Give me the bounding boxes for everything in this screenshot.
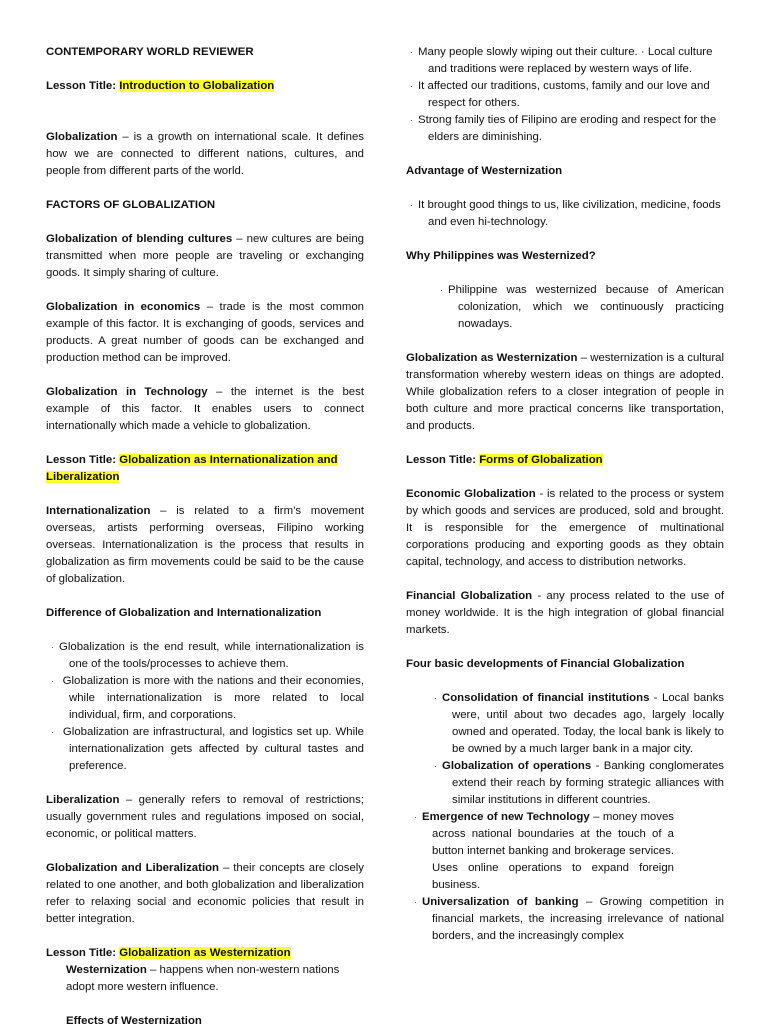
why-heading: Why Philippines was Westernized?: [406, 250, 596, 262]
westernization-definition: Westernization – happens when non-western nations adopt more western influence.: [66, 964, 340, 993]
development-bullet-2: · Globalization of operations - Banking conglomerates extend their reach by forming strategic alliances with similar institutions in different countries.: [434, 760, 724, 806]
difference-heading: Difference of Globalization and Internationalization: [46, 607, 322, 619]
lesson-2-heading: Lesson Title: Globalization as Internationalization and Liberalization: [46, 454, 338, 483]
development-bullet-3: · Emergence of new Technology – money moves across national boundaries at the touch of a button internet banking and brokerage services. Uses online operations to expand foreign business.: [414, 811, 674, 891]
left-column: [46, 44, 364, 1030]
why-bullet: · Philippine was westernized because of American colonization, which we continuously practicing nowadays.: [440, 284, 724, 330]
factor-blending-cultures: Globalization of blending cultures – new cultures are being transmitted when more people are traveling or exchanging goods. It simply sharing of culture.: [46, 233, 364, 279]
bullet-dot: ·: [440, 286, 443, 295]
bullet-dot: ·: [51, 643, 54, 652]
difference-bullet-1: · Globalization is the end result, while internationalization is one of the tools/processes to achieve them.: [51, 641, 364, 670]
bullet-dot: ·: [410, 201, 413, 210]
bullet-dot: ·: [51, 728, 54, 737]
globalization-liberalization-definition: Globalization and Liberalization – their concepts are closely related to one another, and both globalization and liberalization refer to relaxing social and economic policies that result in better integration.: [46, 862, 365, 925]
bullet-dot: ·: [434, 762, 437, 771]
effects-bullet-1: · Many people slowly wiping out their culture. · Local culture and traditions were replaced by western ways of life.: [410, 46, 713, 75]
factor-technology: Globalization in Technology – the internet is the best example of this factor. It enables users to connect internationally which made a vehicle to globalization.: [46, 386, 364, 432]
bullet-dot: ·: [410, 116, 413, 125]
financial-globalization-definition: Financial Globalization - any process related to the use of money worldwide. It is the high integration of global financial markets.: [406, 590, 724, 636]
lesson-1-title: Introduction to Globalization: [119, 80, 275, 92]
lesson-2-title: Globalization as Internationalization and Liberalization: [46, 454, 338, 483]
difference-bullet-3: · Globalization are infrastructural, and logistics set up. While internationalization gets affected by cultural tastes and preference.: [51, 726, 364, 772]
effects-heading: Effects of Westernization: [66, 1015, 202, 1027]
bullet-dot: ·: [410, 48, 413, 57]
lesson-3-heading: Lesson Title: Globalization as Westernization: [46, 947, 291, 959]
development-bullet-4: · Universalization of banking – Growing competition in financial markets, the increasing irrelevance of national borders, and the increasingly complex: [414, 896, 724, 942]
effects-bullet-2: · It affected our traditions, customs, family and our love and respect for others.: [410, 80, 710, 109]
document-title: CONTEMPORARY WORLD REVIEWER: [46, 46, 254, 58]
bullet-dot: ·: [434, 694, 437, 703]
effects-bullet-3: · Strong family ties of Filipino are eroding and respect for the elders are diminishing.: [410, 114, 717, 143]
difference-bullet-2: · Globalization is more with the nations and their economies, while internationalization is more related to local individual, firm, and corporations.: [51, 675, 364, 721]
lesson-4-title: Forms of Globalization: [479, 454, 603, 466]
globalization-definition: Globalization – is a growth on international scale. It defines how we are connected to different nations, cultures, and people from different parts of the world.: [46, 131, 364, 177]
advantage-bullet: · It brought good things to us, like civilization, medicine, foods and even hi-technology.: [410, 199, 721, 228]
right-column: [406, 44, 724, 945]
lesson-4-heading: Lesson Title: Forms of Globalization: [406, 454, 603, 466]
economic-globalization-definition: Economic Globalization - is related to the process or system by which goods and services are produced, sold and brought. It is responsible for the emergence of multinational corporations producing and exporting goods as they obtain capital, technology, and access to distribution networks.: [406, 488, 724, 568]
bullet-dot: ·: [410, 82, 413, 91]
globalization-as-westernization-definition: Globalization as Westernization – westernization is a cultural transformation whereby western ideas on things are adopted. While globalization refers to a closer integration of people in both culture and more practical concerns like transportation, and products.: [406, 352, 724, 432]
bullet-dot: ·: [414, 898, 417, 907]
lesson-1-heading: Lesson Title: Introduction to Globalization: [46, 80, 275, 92]
liberalization-definition: Liberalization – generally refers to removal of restrictions; usually government rules and regulations imposed on social, economic, or political matters.: [46, 794, 364, 840]
advantage-heading: Advantage of Westernization: [406, 165, 563, 177]
bullet-dot: ·: [51, 677, 54, 686]
bullet-dot: ·: [414, 813, 417, 822]
factor-economics: Globalization in economics – trade is the most common example of this factor. It is exchanging of goods, services and products. A great number of goods can be exchanged and production method can be improved.: [46, 301, 364, 364]
internationalization-definition: Internationalization – is related to a firm’s movement overseas, artists performing overseas, Filipino working overseas. Internationalization is the process that results in globalization as firm movements could be said to be the cause of globalization.: [46, 505, 364, 585]
lesson-3-title: Globalization as Westernization: [119, 947, 291, 959]
factors-heading: FACTORS OF GLOBALIZATION: [46, 199, 216, 211]
four-developments-heading: Four basic developments of Financial Globalization: [406, 658, 685, 670]
development-bullet-1: · Consolidation of financial institutions - Local banks were, until about two decades ago, largely locally owned and operated. Today, the local bank is likely to be owned by a much larger bank in a major city.: [434, 692, 724, 755]
